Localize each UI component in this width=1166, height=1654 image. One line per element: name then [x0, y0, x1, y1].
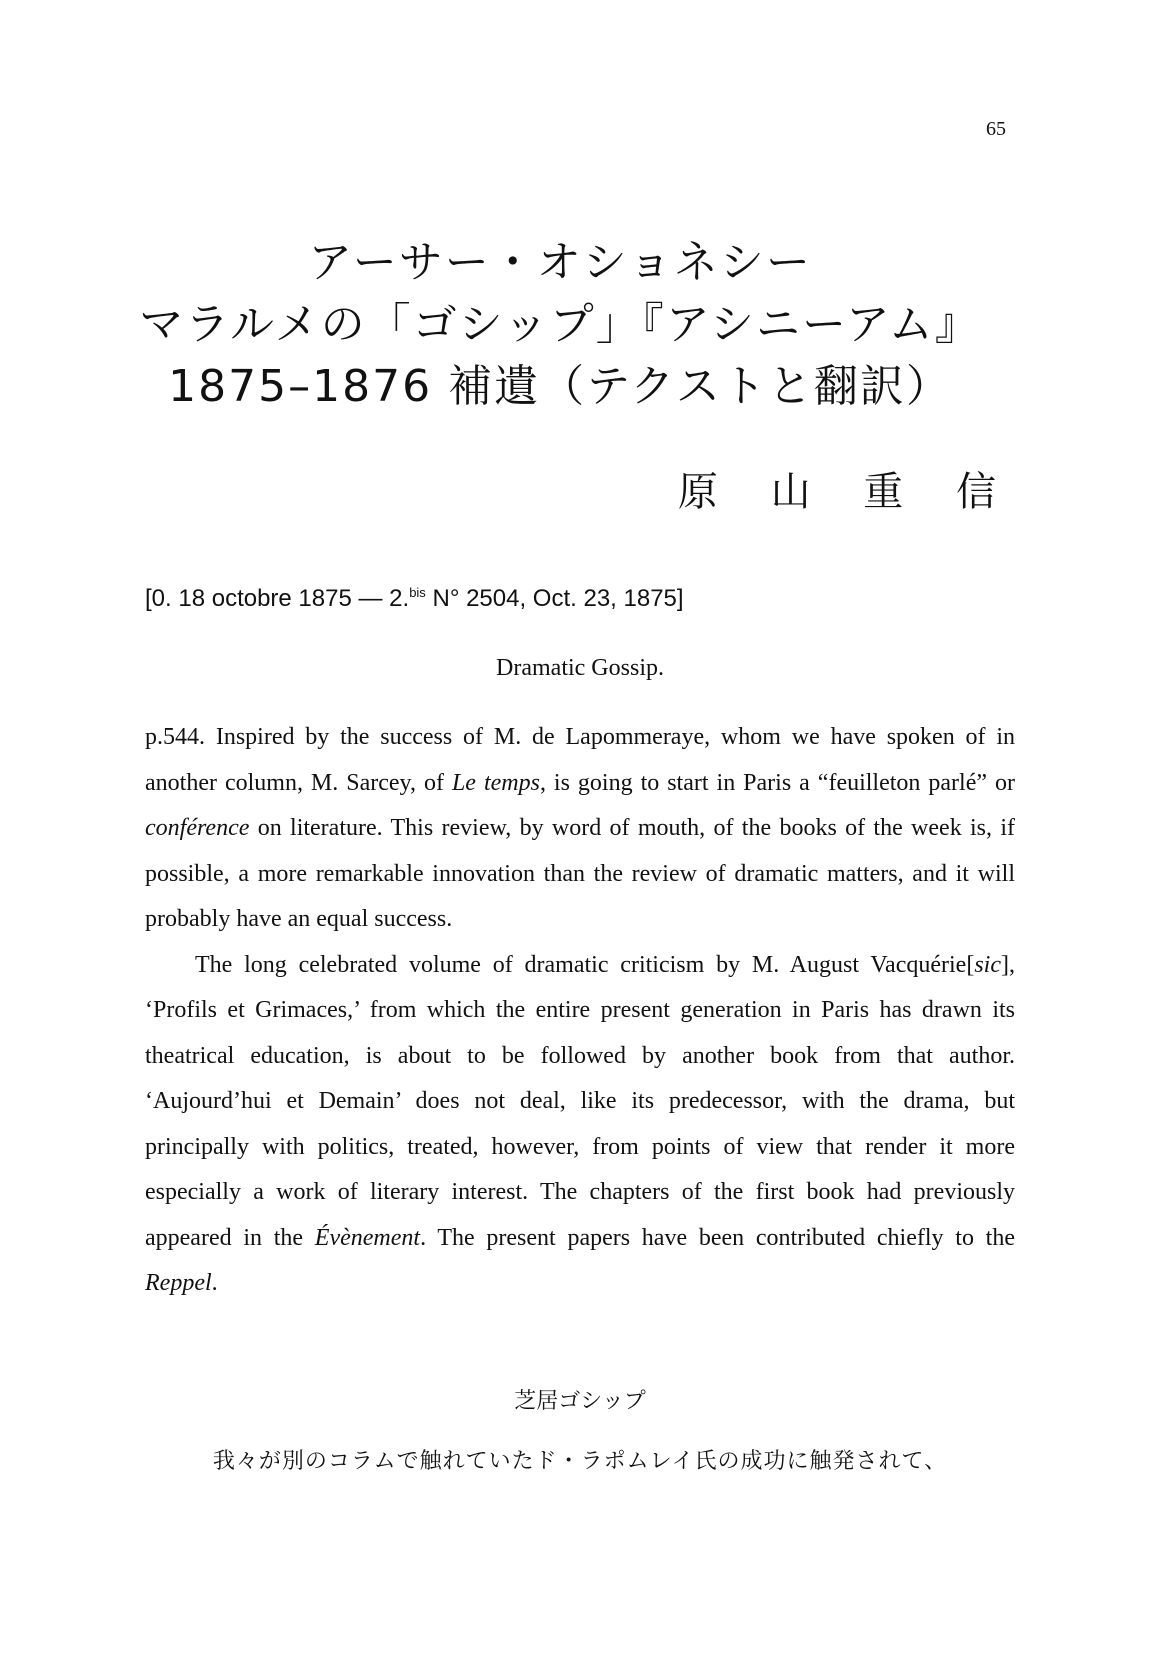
entry-header-sup: bis — [409, 585, 426, 600]
author-name — [638, 460, 996, 517]
italic-run: Reppel — [145, 1270, 212, 1296]
page-number: 65 — [986, 118, 1006, 140]
author-char: 信 — [956, 469, 996, 515]
article-title — [100, 232, 1020, 418]
body-text — [145, 715, 1015, 1307]
text-run: . The present papers have been contributed chiefly to the — [420, 1224, 1015, 1251]
paragraph-2 — [145, 943, 1015, 1307]
title-line-2: マラルメの「ゴシップ」『アシニーアム』 — [139, 299, 981, 350]
text-run: on literature. This review, by word of mouth, of the books of the week is, if possible, a more remarkable innovation than the review of dramatic matters, and it will probably have an equal success. — [145, 815, 1015, 932]
text-run: The long celebrated volume of dramatic criticism by M. August Vacquérie[ — [195, 951, 975, 978]
italic-run: Évènement — [314, 1224, 421, 1251]
jp-paragraph: 我々が別のコラムで触れていたド・ラポムレイ氏の成功に触発されて、 — [212, 1449, 948, 1474]
italic-run: conférence — [145, 815, 250, 841]
entry-header-issue: N° 2504, Oct. 23, 1875] — [425, 585, 684, 612]
title-line-1: アーサー・オショネシー — [308, 237, 812, 288]
section-title: Dramatic Gossip. — [496, 655, 664, 681]
italic-run: sic — [974, 951, 1001, 978]
entry-header-date: [0. 18 octobre 1875 — 2. — [145, 585, 410, 612]
author-char: 山 — [770, 469, 811, 515]
text-run: ], ‘Profils et Grimaces,’ from which the entire present generation in Paris has drawn its theatrical education, is about to be followed by another book from that author. ‘Aujourd’hui et Demain’ does not deal, like its predecessor, with the drama, but principally with politics, treated, however, from points of view that render it more especially a work of literary interest. The chapters of the first book had previously appeared in the — [145, 951, 1015, 1251]
italic-run: Le temps — [451, 769, 540, 796]
text-run: , is going to start in Paris a “feuilleton parlé” or — [539, 769, 1015, 796]
jp-section-title: 芝居ゴシップ — [514, 1389, 646, 1414]
text-run: . — [211, 1270, 218, 1296]
text-run: p.544. Inspired by the success of M. de Lapommeraye, whom we have spoken of in another column, M. Sarcey, of — [145, 724, 1015, 796]
author-char: 重 — [863, 469, 904, 515]
author-char: 原 — [677, 469, 718, 515]
paragraph-1 — [145, 715, 1015, 943]
entry-header — [145, 585, 1025, 613]
title-line-3: 1875–1876 補遺（テクストと翻訳） — [168, 361, 952, 412]
